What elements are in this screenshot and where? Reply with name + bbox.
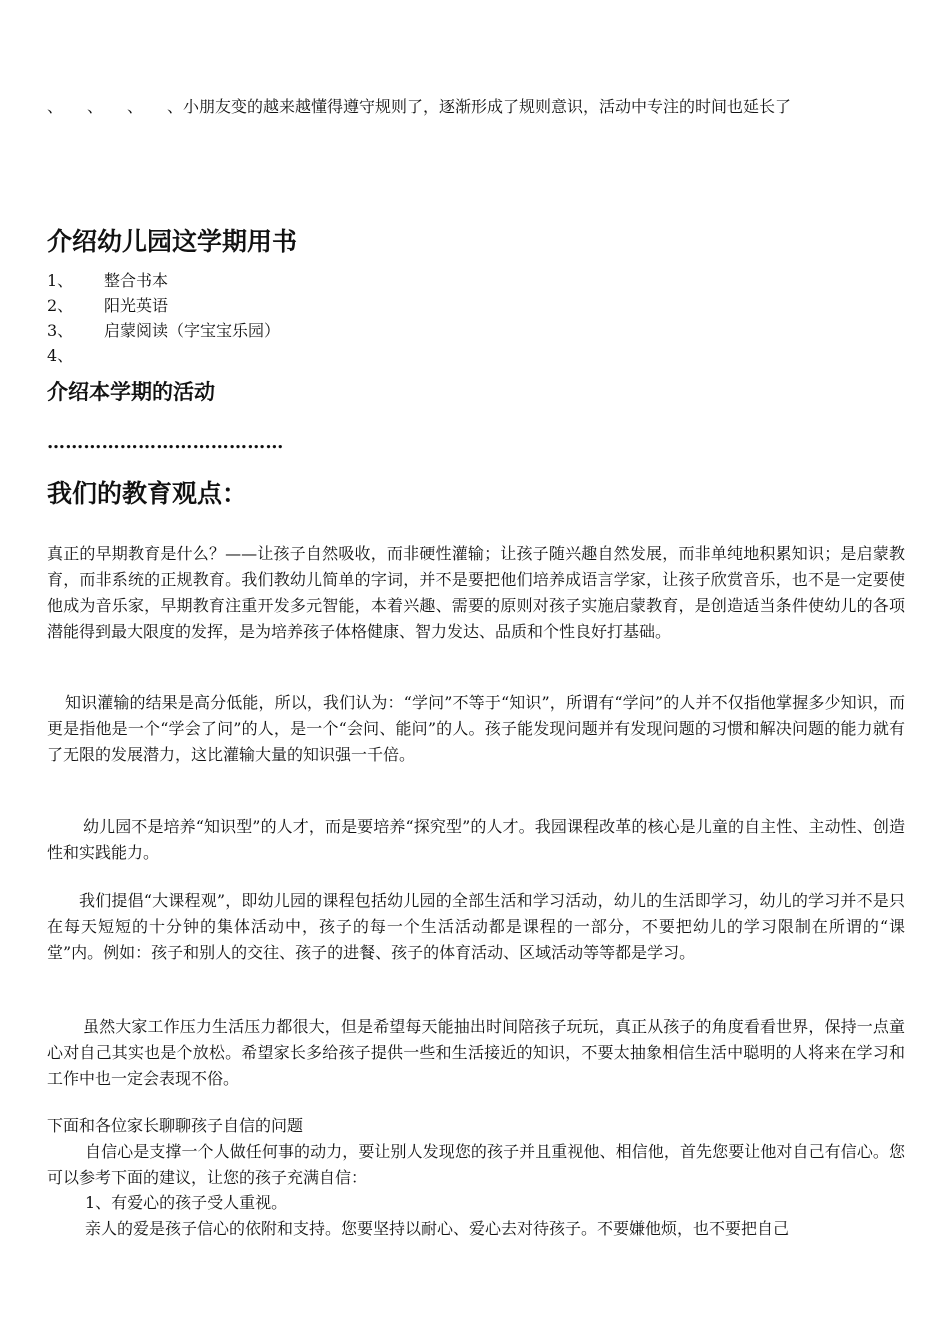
book-item-1-text: 整合书本 bbox=[104, 271, 169, 290]
intro-line: 、 、 、 、小朋友变的越来越懂得遵守规则了，逐渐形成了规则意识，活动中专注的时间也延长了 bbox=[47, 97, 792, 116]
book-item-3-text: 启蒙阅读（字宝宝乐园） bbox=[104, 321, 281, 340]
confidence-lead: 下面和各位家长聊聊孩子自信的问题 bbox=[47, 1116, 304, 1135]
views-paragraph-2: 知识灌输的结果是高分低能，所以，我们认为：“学问”不等于“知识”，所谓有“学问”的人并不仅指他掌握多少知识，而更是指他是一个“学会了问”的人，是一个“会问、能问”的人。孩子能发现问题并有发现问题的习惯和解决问题的能力就有了无限的发展潜力，这比灌输大量的知识强一千倍。 bbox=[47, 693, 905, 764]
confidence-item-1: 1、有爱心的孩子受人重视。 bbox=[85, 1193, 288, 1212]
confidence-paragraph-2: 亲人的爱是孩子信心的依附和支持。您要坚持以耐心、爱心去对待孩子。不要嫌他烦，也不要把自己 bbox=[85, 1219, 790, 1238]
book-item-2-text: 阳光英语 bbox=[104, 296, 169, 315]
confidence-paragraph-1: 自信心是支撑一个人做任何事的动力，要让别人发现您的孩子并且重视他、相信他，首先您要让他对自己有信心。您可以参考下面的建议，让您的孩子充满自信： bbox=[47, 1142, 905, 1187]
book-item-2-number: 2、 bbox=[47, 296, 74, 315]
views-paragraph-5: 虽然大家工作压力生活压力都很大，但是希望每天能抽出时间陪孩子玩玩，真正从孩子的角度看看世界，保持一点童心对自己其实也是个放松。希望家长多给孩子提供一些和生活接近的知识，不要太抽象相信生活中聪明的人将来在学习和工作中也一定会表现不俗。 bbox=[47, 1017, 905, 1088]
activities-dots: ………………………………… bbox=[47, 432, 284, 453]
views-paragraph-1: 真正的早期教育是什么？——让孩子自然吸收，而非硬性灌输；让孩子随兴趣自然发展，而非单纯地积累知识；是启蒙教育，而非系统的正规教育。我们教幼儿简单的字词，并不是要把他们培养成语言学家，让孩子欣赏音乐，也不是一定要使他成为音乐家，早期教育注重开发多元智能，本着兴趣、需要的原则对孩子实施启蒙教育，是创造适当条件使幼儿的各项潜能得到最大限度的发挥，是为培养孩子体格健康、智力发达、品质和个性良好打基础。 bbox=[47, 544, 905, 641]
books-section-title: 介绍幼儿园这学期用书 bbox=[47, 227, 298, 256]
book-item-1-number: 1、 bbox=[47, 271, 74, 290]
views-paragraph-4: 我们提倡“大课程观”，即幼儿园的课程包括幼儿园的全部生活和学习活动，幼儿的生活即学习，幼儿的学习并不是只在每天短短的十分钟的集体活动中，孩子的每一个生活活动都是课程的一部分，不要把幼儿的学习限制在所谓的“课堂”内。例如：孩子和别人的交往、孩子的进餐、孩子的体育活动、区域活动等等都是学习。 bbox=[47, 891, 905, 962]
views-section-title: 我们的教育观点： bbox=[47, 479, 248, 508]
book-item-3-number: 3、 bbox=[47, 321, 74, 340]
activities-section-title: 介绍本学期的活动 bbox=[47, 380, 215, 404]
book-item-4-number: 4、 bbox=[47, 346, 74, 365]
views-paragraph-3: 幼儿园不是培养“知识型”的人才，而是要培养“探究型”的人才。我园课程改革的核心是儿童的自主性、主动性、创造性和实践能力。 bbox=[47, 817, 905, 862]
